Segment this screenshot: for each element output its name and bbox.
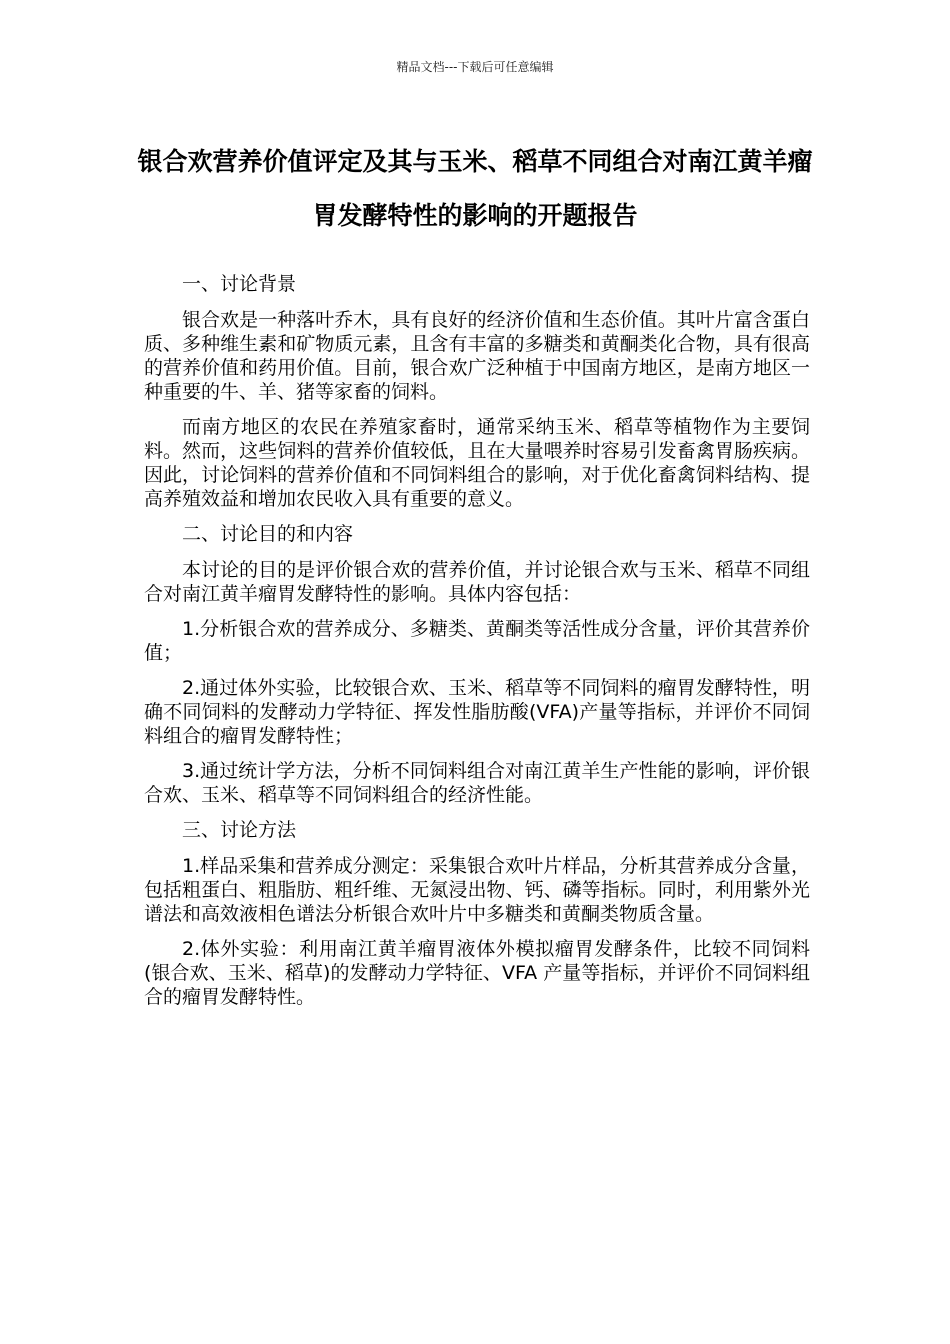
list-item-methods-1: 1.样品采集和营养成分测定：采集银合欢叶片样品，分析其营养成分含量，包括粗蛋白、粗脂肪、粗纤维、无氮浸出物、钙、磷等指标。同时，利用紫外光谱法和高效液相色谱法分析银合欢叶片中多糖类和黄酮类物质含量。	[144, 855, 810, 925]
list-item-purpose-1: 1.分析银合欢的营养成分、多糖类、黄酮类等活性成分含量，评价其营养价值；	[144, 618, 810, 664]
list-item-methods-2: 2.体外实验：利用南江黄羊瘤胃液体外模拟瘤胃发酵条件，比较不同饲料(银合欢、玉米、稻草)的发酵动力学特征、VFA 产量等指标，并评价不同饲料组合的瘤胃发酵特性。	[144, 938, 810, 1008]
section-heading-background: 一、讨论背景	[182, 273, 297, 295]
document-body	[144, 272, 810, 1020]
paragraph-purpose-intro: 本讨论的目的是评价银合欢的营养价值，并讨论银合欢与玉米、稻草不同组合对南江黄羊瘤胃发酵特性的影响。具体内容包括：	[144, 559, 810, 605]
section-heading-purpose: 二、讨论目的和内容	[182, 523, 354, 545]
document-title: 银合欢营养价值评定及其与玉米、稻草不同组合对南江黄羊瘤胃发酵特性的影响的开题报告	[137, 147, 813, 230]
list-item-purpose-2: 2.通过体外实验，比较银合欢、玉米、稻草等不同饲料的瘤胃发酵特性，明确不同饲料的发酵动力学特征、挥发性脂肪酸(VFA)产量等指标，并评价不同饲料组合的瘤胃发酵特性；	[144, 677, 810, 747]
list-item-purpose-3: 3.通过统计学方法，分析不同饲料组合对南江黄羊生产性能的影响，评价银合欢、玉米、稻草等不同饲料组合的经济性能。	[144, 760, 810, 806]
paragraph-background-1: 银合欢是一种落叶乔木，具有良好的经济价值和生态价值。其叶片富含蛋白质、多种维生素和矿物质元素，且含有丰富的多糖类和黄酮类化合物，具有很高的营养价值和药用价值。目前，银合欢广泛种植于中国南方地区，是南方地区一种重要的牛、羊、猪等家畜的饲料。	[144, 309, 810, 403]
paragraph-background-2: 而南方地区的农民在养殖家畜时，通常采纳玉米、稻草等植物作为主要饲料。然而，这些饲料的营养价值较低，且在大量喂养时容易引发畜禽胃肠疾病。因此，讨论饲料的营养价值和不同饲料组合的影响，对于优化畜禽饲料结构、提高养殖效益和增加农民收入具有重要的意义。	[144, 416, 810, 510]
section-heading-methods: 三、讨论方法	[182, 819, 297, 841]
page-header-note: 精品文档---下载后可任意编辑	[396, 60, 554, 74]
